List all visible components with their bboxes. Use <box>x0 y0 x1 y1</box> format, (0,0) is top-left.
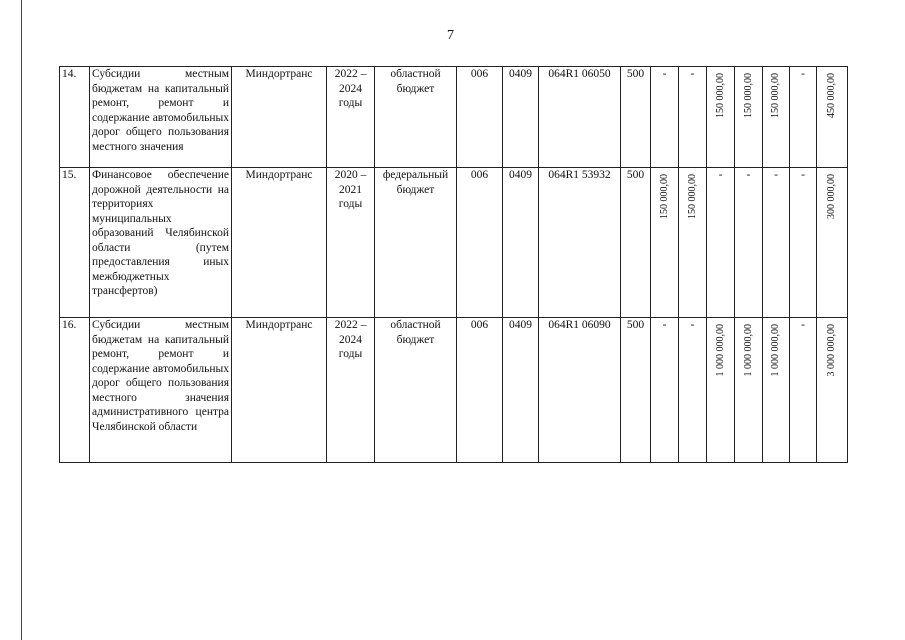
period: 2022 – 2024 годы <box>327 67 375 168</box>
amount-2023-cell <box>735 67 763 168</box>
amount-2024: 150 000,00 <box>769 73 781 118</box>
amount-2021: 150 000,00 <box>686 174 698 219</box>
amount-2025: - <box>790 168 817 318</box>
amount-2020: - <box>651 67 679 168</box>
amount-2021: - <box>679 67 707 168</box>
amount-2022-cell <box>707 67 735 168</box>
section-code: 0409 <box>503 318 539 463</box>
amount-2022-cell <box>707 318 735 463</box>
amount-2020: 150 000,00 <box>658 174 670 219</box>
amount-total-cell <box>817 168 848 318</box>
row-number: 15. <box>60 168 90 318</box>
amount-2022: 1 000 000,00 <box>714 324 726 377</box>
executor: Миндортранс <box>232 318 327 463</box>
expense-type-code: 500 <box>621 168 651 318</box>
amount-2025: - <box>790 318 817 463</box>
amount-2023: 1 000 000,00 <box>742 324 754 377</box>
amount-2024: 1 000 000,00 <box>769 324 781 377</box>
amount-2023-cell <box>735 318 763 463</box>
event-name: Субсидии местным бюджетам на капитальный ремонт, ремонт и содержание автомобильных дорог общего пользования местного значения <box>90 67 232 168</box>
target-article-code: 064R1 53932 <box>539 168 621 318</box>
funding-source: областной бюджет <box>375 318 457 463</box>
funding-source: областной бюджет <box>375 67 457 168</box>
row-number: 16. <box>60 318 90 463</box>
amount-2021-cell <box>679 168 707 318</box>
section-code: 0409 <box>503 67 539 168</box>
page-number: 7 <box>447 28 454 43</box>
target-article-code: 064R1 06090 <box>539 318 621 463</box>
amount-2020: - <box>651 318 679 463</box>
amount-total: 300 000,00 <box>825 174 837 219</box>
budget-table <box>59 66 848 463</box>
amount-2023: - <box>735 168 763 318</box>
amount-2021: - <box>679 318 707 463</box>
amount-2023: 150 000,00 <box>742 73 754 118</box>
amount-total-cell <box>817 67 848 168</box>
event-name: Финансовое обеспечение дорожной деятельности на территориях муниципальных образований Челябинской области (путем предоставления иных межбюджетных трансфертов) <box>90 168 232 318</box>
amount-2022: - <box>707 168 735 318</box>
amount-total: 3 000 000,00 <box>825 324 837 377</box>
executor: Миндортранс <box>232 67 327 168</box>
grbs-code: 006 <box>457 67 503 168</box>
grbs-code: 006 <box>457 168 503 318</box>
period: 2020 – 2021 годы <box>327 168 375 318</box>
amount-total-cell <box>817 318 848 463</box>
funding-source: федеральный бюджет <box>375 168 457 318</box>
expense-type-code: 500 <box>621 318 651 463</box>
amount-2025: - <box>790 67 817 168</box>
executor: Миндортранс <box>232 168 327 318</box>
amount-2024-cell <box>763 318 790 463</box>
left-margin-rule <box>21 0 22 640</box>
amount-2020-cell <box>651 168 679 318</box>
table-row <box>60 67 848 168</box>
row-number: 14. <box>60 67 90 168</box>
target-article-code: 064R1 06050 <box>539 67 621 168</box>
grbs-code: 006 <box>457 318 503 463</box>
section-code: 0409 <box>503 168 539 318</box>
amount-2024-cell <box>763 67 790 168</box>
table-row <box>60 318 848 463</box>
amount-total: 450 000,00 <box>825 73 837 118</box>
expense-type-code: 500 <box>621 67 651 168</box>
event-name: Субсидии местным бюджетам на капитальный ремонт, ремонт и содержание автомобильных дорог общего пользования местного значения административного центра Челябинской области <box>90 318 232 463</box>
table-row <box>60 168 848 318</box>
period: 2022 – 2024 годы <box>327 318 375 463</box>
amount-2022: 150 000,00 <box>714 73 726 118</box>
amount-2024: - <box>763 168 790 318</box>
